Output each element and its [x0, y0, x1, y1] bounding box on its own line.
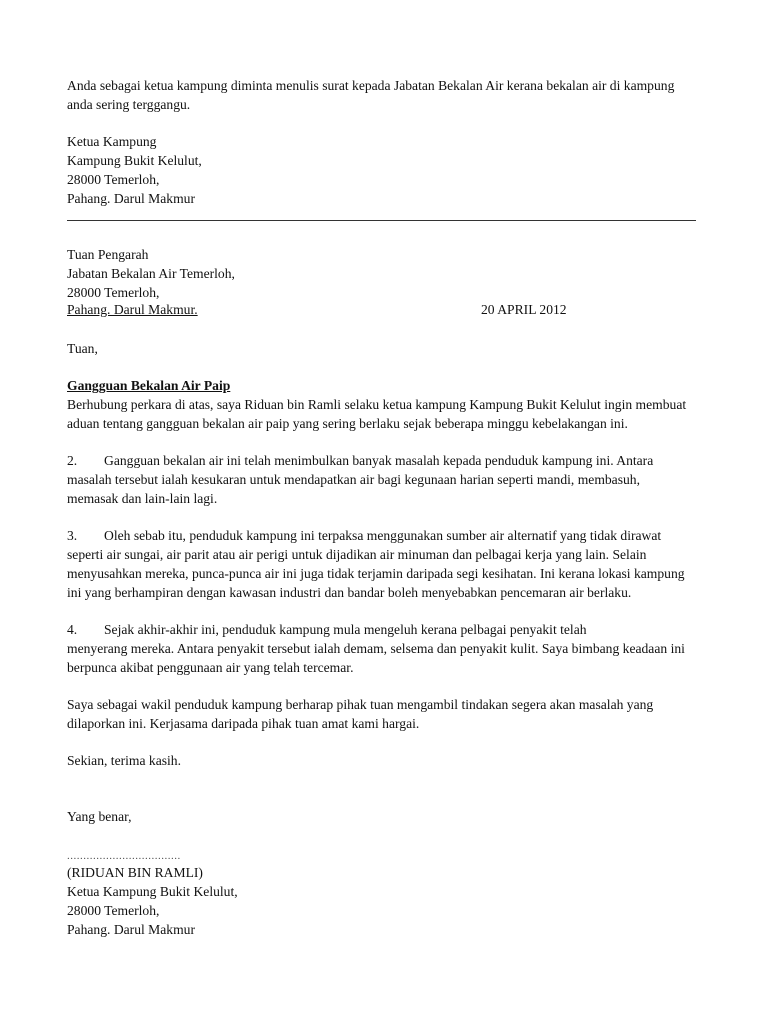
- para3-line-2: seperti air sungai, air parit atau air perigi untuk dijadikan air minuman dan pelbagai kerja yang lain. Selain: [67, 547, 647, 562]
- intro-line-2: aduan tentang gangguan bekalan air paip yang sering berlaku sejak beberapa minggu kebelakangan ini.: [67, 416, 628, 431]
- para4-line-2: menyerang mereka. Antara penyakit tersebut ialah demam, selsema dan penyakit kulit. Saya bimbang keadaan ini: [67, 641, 685, 656]
- para3-text-1: Oleh sebab itu, penduduk kampung ini terpaksa menggunakan sumber air alternatif yang tidak dirawat: [104, 528, 662, 543]
- para4-line-1: [67, 620, 587, 639]
- signature-line-3: 28000 Temerloh,: [67, 903, 160, 918]
- para4-text-1: Sejak akhir-akhir ini, penduduk kampung mula mengeluh kerana pelbagai penyakit telah: [104, 622, 587, 637]
- instruction-line-2: anda sering terggangu.: [67, 97, 191, 112]
- para3-line-3: menyusahkan mereka, punca-punca air ini juga tidak terjamin daripada segi kesihatan. Ini kerana lokasi kampung: [67, 566, 685, 581]
- closing-line-2: dilaporkan ini. Kerjasama daripada pihak tuan amat kami hargai.: [67, 716, 420, 731]
- recipient-line-4: Pahang. Darul Makmur.: [67, 302, 198, 317]
- para2-number: 2.: [67, 453, 78, 468]
- signoff-text: Yang benar,: [67, 809, 132, 824]
- signature-name: (RIDUAN BIN RAMLI): [67, 865, 203, 880]
- para4-line-3: berpunca akibat penggunaan air yang telah tercemar.: [67, 660, 354, 675]
- signature-line-2: Ketua Kampung Bukit Kelulut,: [67, 884, 238, 899]
- para4-number: 4.: [67, 622, 78, 637]
- para2-line-3: memasak dan lain-lain lagi.: [67, 491, 218, 506]
- sender-line-1: Ketua Kampung: [67, 134, 157, 149]
- thanks-text: Sekian, terima kasih.: [67, 753, 182, 768]
- para3-line-4: ini yang berhampiran dengan kawasan industri dan bandar boleh menyebabkan pencemaran air berlaku.: [67, 585, 632, 600]
- signature-line: ...................................: [67, 850, 181, 862]
- sender-line-3: 28000 Temerloh,: [67, 172, 160, 187]
- letter-date: 20 APRIL 2012: [481, 302, 567, 317]
- instruction-line-1: Anda sebagai ketua kampung diminta menulis surat kepada Jabatan Bekalan Air kerana bekalan air di kampung: [67, 78, 675, 93]
- divider-line: [67, 220, 696, 221]
- para2-line-1: [67, 451, 653, 470]
- salutation: Tuan,: [67, 341, 98, 356]
- recipient-line-1: Tuan Pengarah: [67, 247, 149, 262]
- sender-line-2: Kampung Bukit Kelulut,: [67, 153, 202, 168]
- para2-text-1: Gangguan bekalan air ini telah menimbulkan banyak masalah kepada penduduk kampung ini. Antara: [104, 453, 654, 468]
- closing-line-1: Saya sebagai wakil penduduk kampung berharap pihak tuan mengambil tindakan segera akan masalah yang: [67, 697, 654, 712]
- para3-line-1: [67, 526, 661, 545]
- recipient-line-3: 28000 Temerloh,: [67, 285, 160, 300]
- recipient-line-2: Jabatan Bekalan Air Temerloh,: [67, 266, 235, 281]
- sender-line-4: Pahang. Darul Makmur: [67, 191, 195, 206]
- para2-line-2: masalah tersebut ialah kesukaran untuk mendapatkan air bagi kegunaan harian seperti mandi, membasuh,: [67, 472, 641, 487]
- para3-number: 3.: [67, 528, 78, 543]
- intro-line-1: Berhubung perkara di atas, saya Riduan bin Ramli selaku ketua kampung Kampung Bukit Kelulut ingin membuat: [67, 397, 687, 412]
- signature-line-4: Pahang. Darul Makmur: [67, 922, 195, 937]
- subject-heading: Gangguan Bekalan Air Paip: [67, 378, 231, 393]
